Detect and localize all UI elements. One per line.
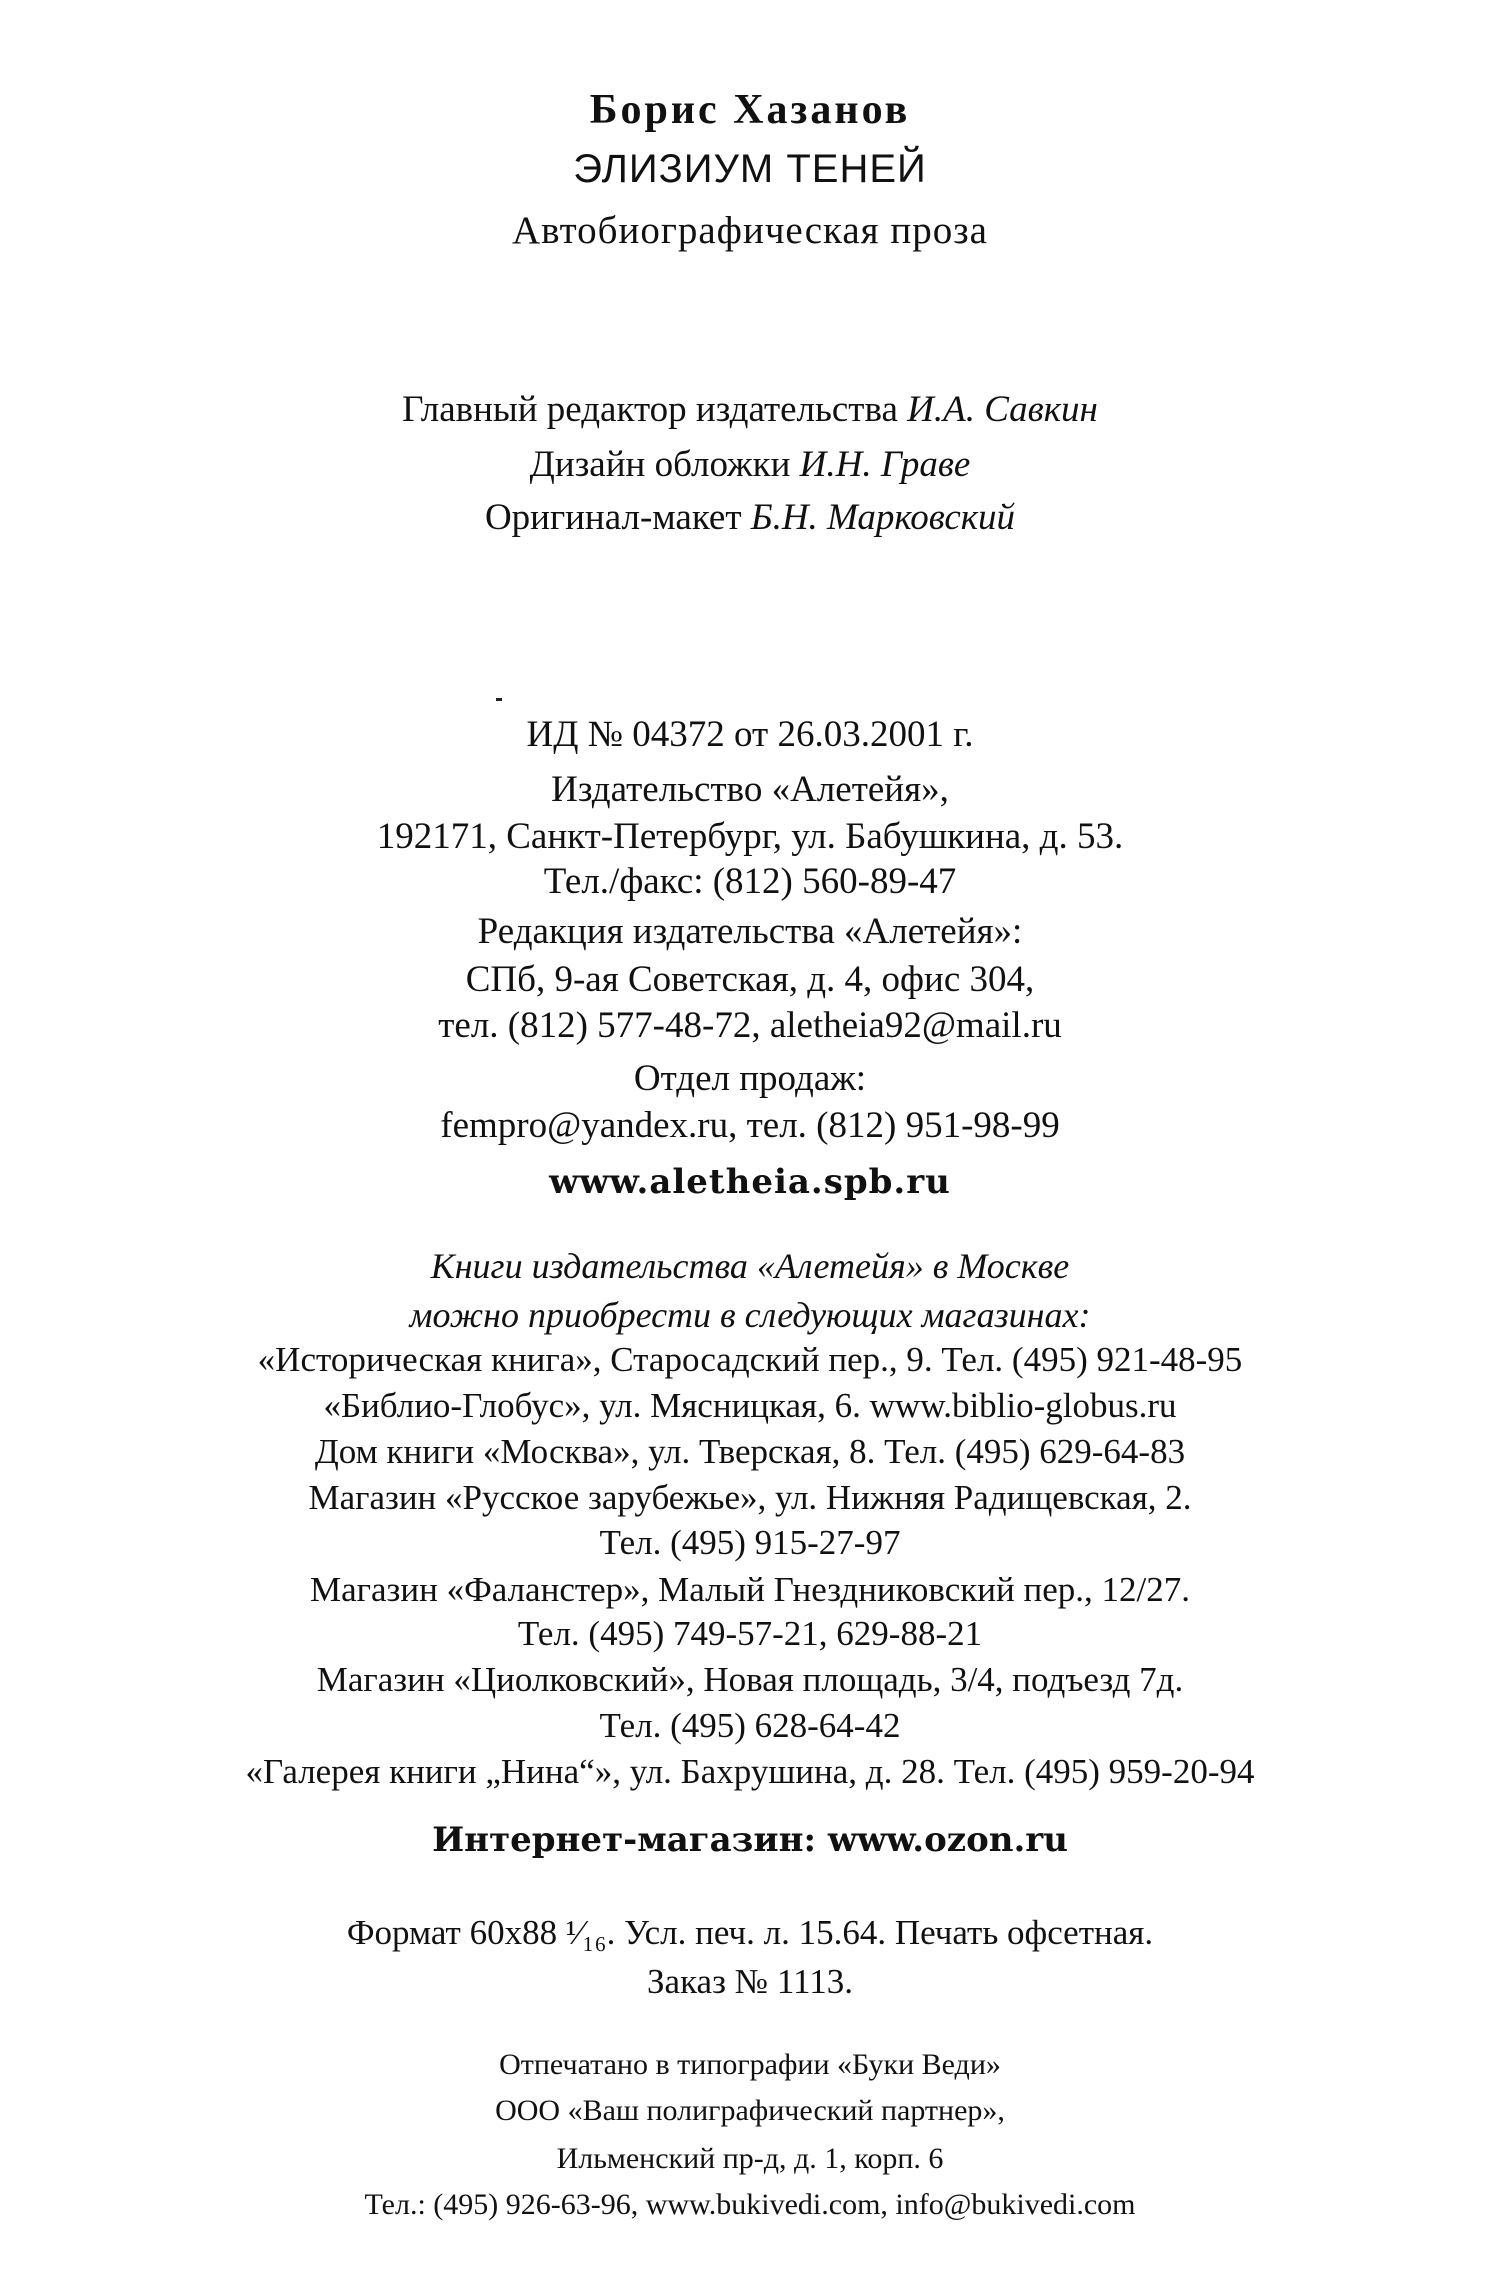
publisher-address: 192171, Санкт-Петербург, ул. Бабушкина, д. 53. [376,816,1124,857]
book-subtitle: Автобиографическая проза [512,209,988,252]
publisher-website: www.aletheia.spb.ru [549,1162,951,1202]
printer-line: ООО «Ваш полиграфический партнер», [495,2094,1005,2127]
online-store: Интернет-магазин: www.ozon.ru [432,1820,1068,1860]
editorial-title: Редакция издательства «Алетейя»: [477,911,1023,952]
stray-mark [496,698,502,701]
store-line: «Галерея книги „Нина“», ул. Бахрушина, д. 28. Тел. (495) 959-20-94 [245,1752,1255,1791]
license-number: ИД № 04372 от 26.03.2001 г. [526,714,974,755]
credit-layout [0,496,1500,539]
publisher-name: Издательство «Алетейя», [551,769,949,810]
credit-name: Б.Н. Марковский [750,497,1016,538]
store-line: Магазин «Русское зарубежье», ул. Нижняя Радищевская, 2. [308,1478,1192,1517]
book-title: ЭЛИЗИУМ ТЕНЕЙ [573,147,927,191]
store-line: Магазин «Фаланстер», Малый Гнездниковский пер., 12/27. [310,1570,1190,1609]
store-line: Магазин «Циолковский», Новая площадь, 3/4, подъезд 7д. [316,1660,1184,1699]
print-format: Формат 60x88 ¹⁄₁₆. Усл. печ. л. 15.64. Печать офсетная. [346,1913,1154,1952]
moscow-heading-1: Книги издательства «Алетейя» в Москве [430,1246,1070,1286]
sales-contact: fempro@yandex.ru, тел. (812) 951-98-99 [440,1105,1060,1146]
printer-line: Отпечатано в типографии «Буки Веди» [499,2048,1001,2081]
publisher-phone: Тел./факс: (812) 560-89-47 [543,861,957,902]
credit-role: Дизайн обложки [529,444,791,485]
editorial-address: СПб, 9-ая Советская, д. 4, офис 304, [465,959,1035,1000]
moscow-heading-2: можно приобрести в следующих магазинах: [409,1295,1091,1335]
printer-line: Ильменский пр-д, д. 1, корп. 6 [556,2142,944,2175]
printer-line: Тел.: (495) 926-63-96, www.bukivedi.com, info@bukivedi.com [364,2188,1136,2221]
credit-role: Главный редактор издательства [402,389,898,430]
order-number: Заказ № 1113. [647,1962,853,2001]
author-name: Борис Хазанов [589,87,911,133]
store-line: Тел. (495) 628-64-42 [599,1706,901,1745]
editorial-contact: тел. (812) 577-48-72, aletheia92@mail.ru [438,1005,1062,1046]
credit-cover-design [0,443,1500,486]
store-line: «Библио-Глобус», ул. Мясницкая, 6. www.biblio-globus.ru [323,1386,1177,1425]
store-line: Тел. (495) 749-57-21, 629-88-21 [517,1614,983,1653]
store-line: Дом книги «Москва», ул. Тверская, 8. Тел. (495) 629-64-83 [314,1432,1186,1471]
sales-title: Отдел продаж: [633,1058,867,1099]
credit-name: И.А. Савкин [907,389,1098,430]
credit-chief-editor [0,388,1500,431]
credit-name: И.Н. Граве [799,444,971,485]
store-line: Тел. (495) 915-27-97 [599,1523,901,1562]
store-line: «Историческая книга», Старосадский пер., 9. Тел. (495) 921-48-95 [257,1340,1243,1379]
credit-role: Оригинал-макет [484,497,742,538]
